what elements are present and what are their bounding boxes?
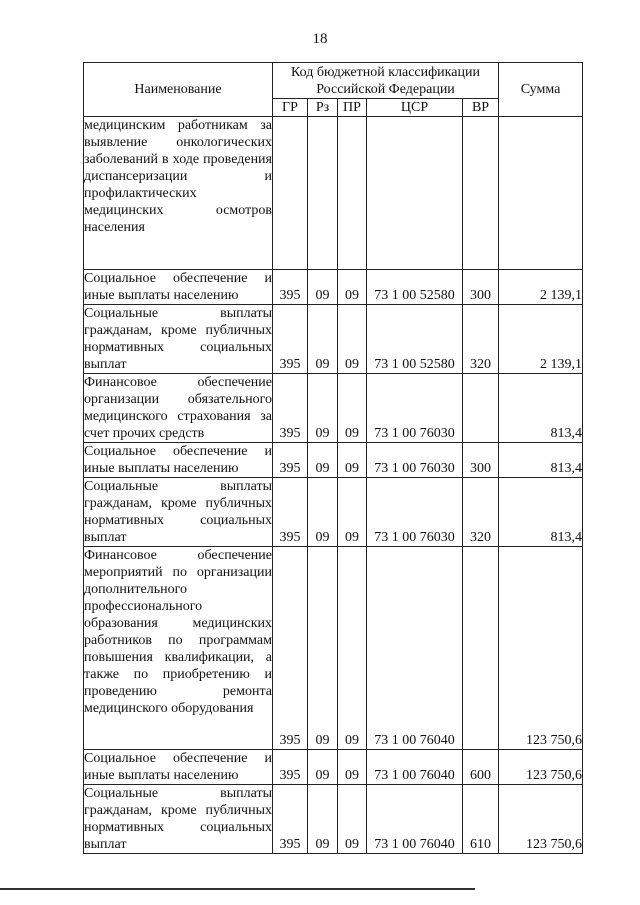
table-row <box>84 117 583 270</box>
row-csr: 73 1 00 76030 <box>367 374 463 443</box>
row-sum: 2 139,1 <box>499 305 583 374</box>
row-vr: 600 <box>463 750 499 785</box>
row-pr: 09 <box>338 750 367 785</box>
row-vr <box>463 374 499 443</box>
row-rz: 09 <box>308 547 338 750</box>
row-gr: 395 <box>273 785 308 854</box>
row-csr: 73 1 00 76040 <box>367 785 463 854</box>
row-vr: 320 <box>463 305 499 374</box>
row-rz: 09 <box>308 478 338 547</box>
row-sum: 123 750,6 <box>499 547 583 750</box>
row-gr: 395 <box>273 374 308 443</box>
table-row <box>84 374 583 443</box>
row-rz: 09 <box>308 305 338 374</box>
row-name: Социальное обеспечение и иные выплаты населению <box>84 751 272 783</box>
table-row <box>84 305 583 374</box>
budget-table <box>83 62 583 854</box>
table-row <box>84 750 583 785</box>
row-pr: 09 <box>338 374 367 443</box>
row-rz <box>308 117 338 270</box>
row-pr: 09 <box>338 785 367 854</box>
row-gr: 395 <box>273 305 308 374</box>
table-row <box>84 785 583 854</box>
header-rz: Рз <box>308 99 338 117</box>
row-pr: 09 <box>338 547 367 750</box>
row-csr: 73 1 00 76030 <box>367 478 463 547</box>
row-vr <box>463 117 499 270</box>
row-gr: 395 <box>273 478 308 547</box>
row-vr <box>463 547 499 750</box>
row-sum: 813,4 <box>499 478 583 547</box>
row-vr: 320 <box>463 478 499 547</box>
row-name: Социальные выплаты гражданам, кроме публичных нормативных социальных выплат <box>84 479 272 545</box>
row-gr: 395 <box>273 443 308 478</box>
row-csr: 73 1 00 76030 <box>367 443 463 478</box>
row-pr: 09 <box>338 305 367 374</box>
row-csr <box>367 117 463 270</box>
row-rz: 09 <box>308 374 338 443</box>
table-row <box>84 478 583 547</box>
header-name: Наименование <box>84 63 273 117</box>
header-vr: ВР <box>463 99 499 117</box>
header-sum: Сумма <box>499 63 583 117</box>
row-gr: 395 <box>273 750 308 785</box>
header-row <box>84 63 583 99</box>
row-vr: 610 <box>463 785 499 854</box>
header-gr: ГР <box>273 99 308 117</box>
page-number: 18 <box>312 31 328 47</box>
row-sum: 813,4 <box>499 443 583 478</box>
row-rz: 09 <box>308 750 338 785</box>
row-vr: 300 <box>463 270 499 305</box>
row-name: Финансовое обеспечение мероприятий по организации дополнительного профессионального образования медицинских работников по программам повышения квалификации, а также по приобретению и проведению ремонта медицинского оборудования <box>84 547 273 750</box>
row-pr: 09 <box>338 270 367 305</box>
row-rz: 09 <box>308 785 338 854</box>
header-code-group: Код бюджетной классификации Российской Федерации <box>273 63 499 99</box>
row-csr: 73 1 00 76040 <box>367 750 463 785</box>
row-name: Финансовое обеспечение организации обязательного медицинского страхования за счет прочих средств <box>84 375 272 441</box>
header-csr: ЦСР <box>367 99 463 117</box>
row-name: Социальные выплаты гражданам, кроме публичных нормативных социальных выплат <box>84 306 272 372</box>
row-sum <box>499 117 583 270</box>
footer-rule <box>0 888 475 890</box>
row-sum: 813,4 <box>499 374 583 443</box>
row-gr: 395 <box>273 270 308 305</box>
row-rz: 09 <box>308 270 338 305</box>
row-name: Социальные выплаты гражданам, кроме публичных нормативных социальных выплат <box>84 786 272 852</box>
table-row <box>84 547 583 750</box>
row-gr <box>273 117 308 270</box>
row-name: Социальное обеспечение и иные выплаты населению <box>84 444 272 476</box>
table-row <box>84 270 583 305</box>
table-row <box>84 443 583 478</box>
row-csr: 73 1 00 52580 <box>367 270 463 305</box>
row-gr: 395 <box>273 547 308 750</box>
row-pr <box>338 117 367 270</box>
row-pr: 09 <box>338 443 367 478</box>
header-pr: ПР <box>338 99 367 117</box>
row-name: Социальное обеспечение и иные выплаты населению <box>84 271 272 303</box>
row-sum: 123 750,6 <box>499 785 583 854</box>
row-csr: 73 1 00 76040 <box>367 547 463 750</box>
row-rz: 09 <box>308 443 338 478</box>
row-pr: 09 <box>338 478 367 547</box>
row-vr: 300 <box>463 443 499 478</box>
row-sum: 123 750,6 <box>499 750 583 785</box>
row-sum: 2 139,1 <box>499 270 583 305</box>
row-name: медицинским работникам за выявление онкологических заболеваний в ходе проведения диспансеризации и профилактических медицинских осмотров населения <box>84 117 273 270</box>
row-csr: 73 1 00 52580 <box>367 305 463 374</box>
